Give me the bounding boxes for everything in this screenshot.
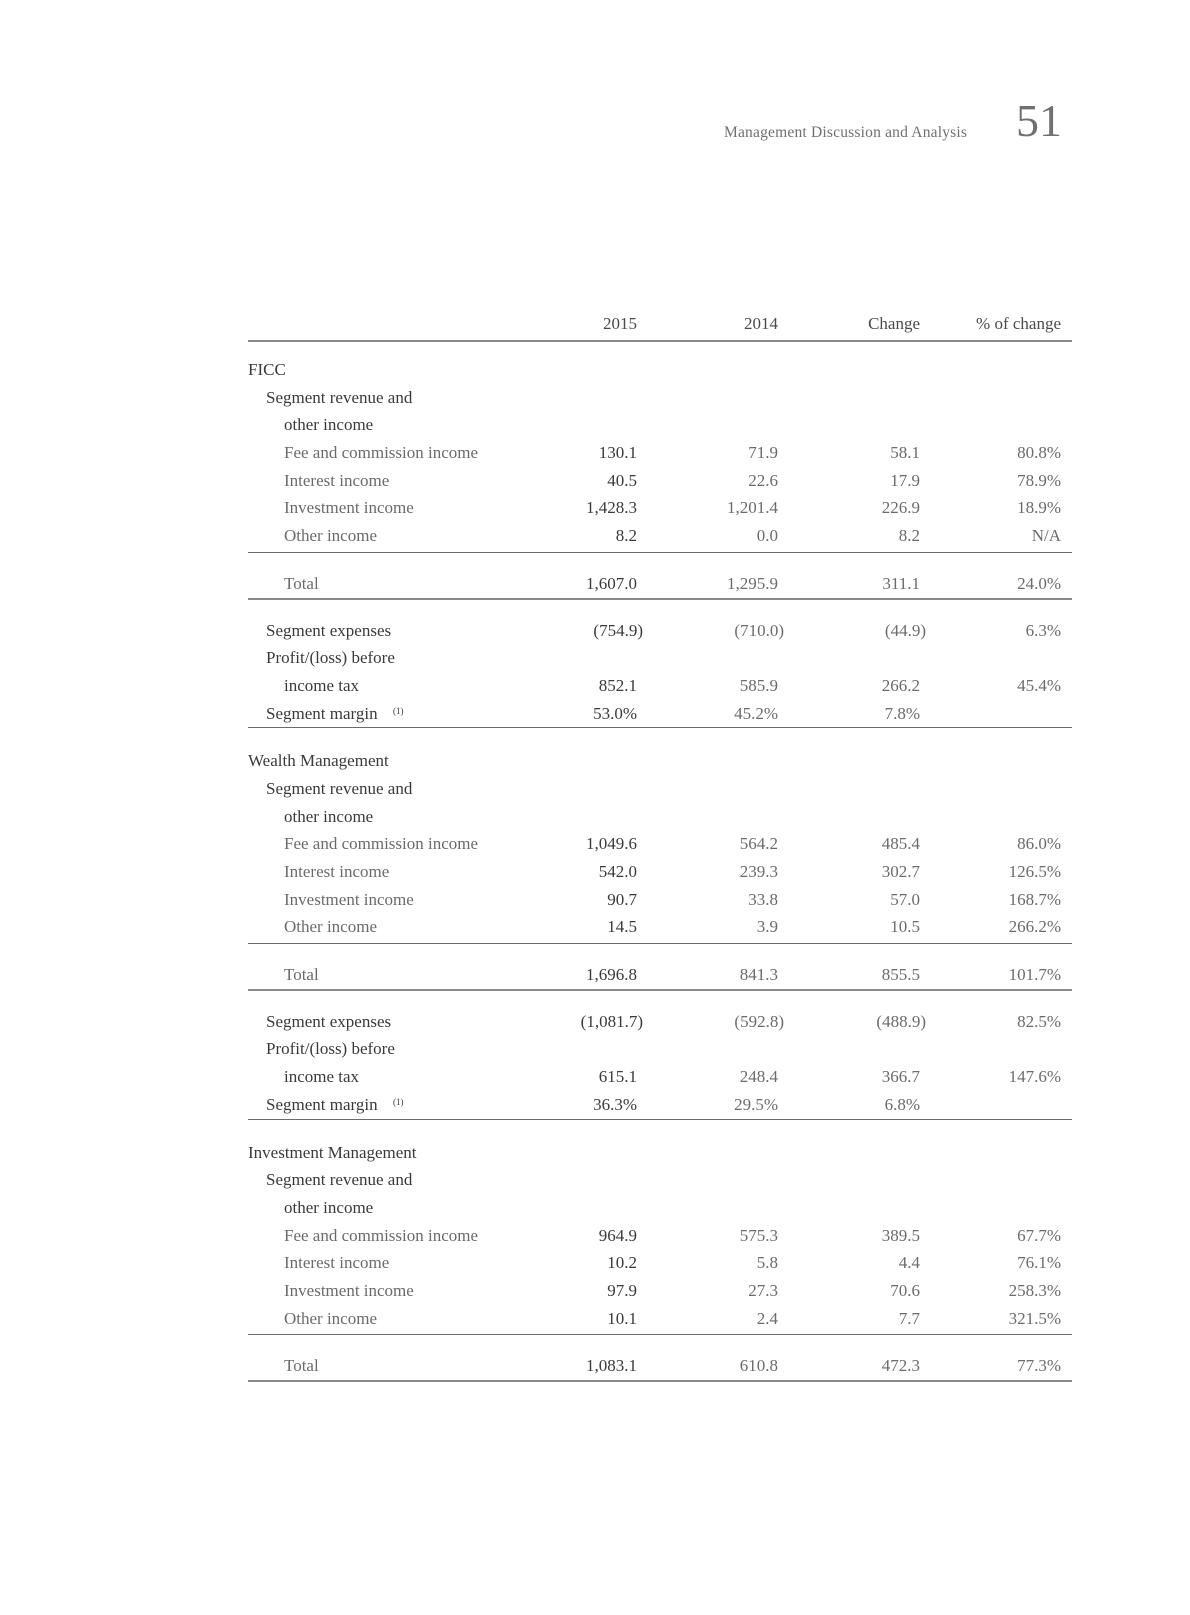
cell-value: 610.8 xyxy=(739,1356,778,1376)
column-header: % of change xyxy=(976,314,1061,333)
cell-value: 22.6 xyxy=(748,470,778,490)
cell-value: 841.3 xyxy=(739,965,778,985)
cell-value: (754.9) xyxy=(593,620,643,640)
row-label: Total xyxy=(284,965,319,985)
row-label: Fee and commission income xyxy=(284,443,479,463)
cell-value: 14.5 xyxy=(607,917,637,937)
row-label: Segment expenses xyxy=(266,1011,392,1031)
cell-value: 24.0% xyxy=(1017,573,1061,593)
row-label: Investment income xyxy=(284,498,414,518)
cell-value: 168.7% xyxy=(1008,889,1061,909)
running-header-title: Management Discussion and Analysis xyxy=(724,124,968,141)
cell-value: 126.5% xyxy=(1008,862,1061,881)
cell-value: 1,049.6 xyxy=(586,834,637,854)
segment-results-table xyxy=(248,308,1072,1399)
cell-value: 33.8 xyxy=(748,889,778,909)
profit-row xyxy=(248,1063,1072,1091)
row-label: Fee and commission income xyxy=(284,1225,479,1245)
cell-value: N/A xyxy=(1031,526,1061,546)
cell-value: 575.3 xyxy=(739,1225,778,1245)
cell-value: 564.2 xyxy=(739,834,778,854)
cell-value: 53.0% xyxy=(593,703,637,723)
row-label: Investment income xyxy=(284,1280,414,1300)
cell-value: 45.2% xyxy=(734,703,778,723)
cell-value: 8.2 xyxy=(615,526,637,546)
row-label: Interest income xyxy=(284,1253,390,1273)
cell-value: 2.4 xyxy=(756,1308,778,1328)
row-label: Investment income xyxy=(284,889,414,909)
cell-value: (592.8) xyxy=(734,1011,784,1031)
cell-value: 311.1 xyxy=(882,573,920,593)
spacer xyxy=(248,1334,1072,1352)
row-label: Investment Management xyxy=(248,1142,417,1162)
row-label: Profit/(loss) before xyxy=(266,1039,395,1059)
cell-value: 76.1% xyxy=(1017,1253,1061,1273)
cell-value: 248.4 xyxy=(739,1067,778,1087)
table-row xyxy=(248,467,1072,495)
cell-value: 10.5 xyxy=(890,917,920,937)
row-label: Profit/(loss) before xyxy=(266,648,395,668)
cell-value: 40.5 xyxy=(607,470,637,490)
cell-value: 10.1 xyxy=(607,1308,637,1328)
page-number: 51 xyxy=(1016,95,1062,146)
section-title xyxy=(248,356,1072,384)
table-row xyxy=(248,830,1072,858)
cell-value: 852.1 xyxy=(598,675,637,695)
cell-value: 58.1 xyxy=(890,443,920,463)
spacer xyxy=(248,340,1072,356)
footnote-marker: (1) xyxy=(393,1096,404,1107)
spacer xyxy=(248,598,1072,617)
row-label: income tax xyxy=(284,1067,360,1087)
row-label-line xyxy=(248,644,1072,672)
row-label: Fee and commission income xyxy=(284,834,479,854)
row-label: other income xyxy=(284,1197,374,1217)
cell-value: 45.4% xyxy=(1017,675,1061,695)
cell-value: 1,295.9 xyxy=(727,573,778,593)
row-label: Segment margin xyxy=(266,703,378,723)
row-label-line xyxy=(248,775,1072,803)
cell-value: 585.9 xyxy=(739,675,778,695)
row-label-line xyxy=(248,1166,1072,1194)
column-header: 2014 xyxy=(744,314,778,333)
row-label: other income xyxy=(284,415,374,435)
cell-value: 90.7 xyxy=(607,889,637,909)
cell-value: 266.2 xyxy=(881,675,920,695)
cell-value: 366.7 xyxy=(881,1067,920,1087)
section-title xyxy=(248,747,1072,775)
cell-value: 57.0 xyxy=(890,889,920,909)
row-label: Segment expenses xyxy=(266,620,392,640)
footnote-marker: (1) xyxy=(393,705,404,716)
cell-value: 615.1 xyxy=(598,1067,637,1087)
cell-value: 17.9 xyxy=(890,470,920,490)
total-row xyxy=(248,961,1072,989)
row-label-line xyxy=(248,803,1072,831)
row-label: Segment revenue and xyxy=(266,778,413,798)
section-title xyxy=(248,1139,1072,1167)
cell-value: 147.6% xyxy=(1008,1067,1061,1087)
row-label: Segment revenue and xyxy=(266,1170,413,1190)
cell-value: 1,083.1 xyxy=(586,1356,637,1376)
cell-value: 4.4 xyxy=(898,1253,920,1273)
row-label: Other income xyxy=(284,917,377,937)
cell-value: 71.9 xyxy=(748,443,778,463)
cell-value: 1,607.0 xyxy=(586,573,637,593)
cell-value: 70.6 xyxy=(890,1280,920,1300)
row-label-line xyxy=(248,1194,1072,1222)
cell-value: 8.2 xyxy=(898,526,920,546)
expenses-row xyxy=(248,617,1072,645)
table-row xyxy=(248,1277,1072,1305)
margin-row xyxy=(248,1091,1072,1119)
row-label: Segment margin xyxy=(266,1094,378,1114)
cell-value: 97.9 xyxy=(607,1280,637,1300)
cell-value: 258.3% xyxy=(1008,1280,1061,1300)
cell-value: 321.5% xyxy=(1008,1308,1061,1328)
row-label: Other income xyxy=(284,1308,377,1328)
margin-row xyxy=(248,700,1072,728)
cell-value: 0.0 xyxy=(756,526,778,546)
cell-value: 27.3 xyxy=(748,1280,778,1300)
cell-value: 1,428.3 xyxy=(586,498,637,518)
column-header: Change xyxy=(868,314,920,333)
cell-value: 130.1 xyxy=(598,443,637,463)
row-label: other income xyxy=(284,806,374,826)
cell-value: 1,696.8 xyxy=(586,965,637,985)
total-row xyxy=(248,1352,1072,1380)
row-label: Total xyxy=(284,573,319,593)
cell-value: 964.9 xyxy=(598,1225,637,1245)
cell-value: (710.0) xyxy=(734,620,784,640)
cell-value: 3.9 xyxy=(756,917,778,937)
cell-value: (488.9) xyxy=(876,1011,926,1031)
profit-row xyxy=(248,672,1072,700)
cell-value: 542.0 xyxy=(598,862,637,881)
cell-value: 302.7 xyxy=(881,862,920,881)
expenses-row xyxy=(248,1008,1072,1036)
table-row xyxy=(248,494,1072,522)
cell-value: 78.9% xyxy=(1017,470,1061,490)
cell-value: 29.5% xyxy=(734,1094,778,1114)
cell-value: 5.8 xyxy=(756,1253,778,1273)
table-row xyxy=(248,1249,1072,1277)
column-header: 2015 xyxy=(603,314,637,333)
cell-value: 101.7% xyxy=(1008,965,1061,985)
row-label-line xyxy=(248,411,1072,439)
row-label: Interest income xyxy=(284,470,390,490)
total-row xyxy=(248,570,1072,598)
cell-value: 77.3% xyxy=(1017,1356,1061,1376)
cell-value: 266.2% xyxy=(1008,917,1061,937)
cell-value: 36.3% xyxy=(593,1094,637,1114)
table-row xyxy=(248,522,1072,550)
table-header-row xyxy=(248,308,1072,340)
row-label: FICC xyxy=(248,360,286,379)
row-label: Total xyxy=(284,1356,319,1376)
cell-value: 82.5% xyxy=(1017,1011,1061,1031)
cell-value: 6.8% xyxy=(884,1094,920,1114)
spacer xyxy=(248,1380,1072,1399)
table-row xyxy=(248,439,1072,467)
cell-value: 226.9 xyxy=(881,498,920,518)
spacer xyxy=(248,1121,1072,1139)
cell-value: 1,201.4 xyxy=(727,498,778,518)
row-label: Interest income xyxy=(284,862,390,881)
spacer xyxy=(248,989,1072,1008)
cell-value: (44.9) xyxy=(884,620,926,640)
cell-value: 18.9% xyxy=(1017,498,1061,518)
row-label-line xyxy=(248,384,1072,412)
table-row xyxy=(248,858,1072,886)
table-row xyxy=(248,913,1072,941)
row-label: Segment revenue and xyxy=(266,387,413,407)
cell-value: 472.3 xyxy=(881,1356,920,1376)
spacer xyxy=(248,552,1072,570)
cell-value: 80.8% xyxy=(1017,443,1061,463)
cell-value: 7.7 xyxy=(898,1308,920,1328)
cell-value: (1,081.7) xyxy=(580,1011,643,1031)
table-row xyxy=(248,1305,1072,1333)
cell-value: 7.8% xyxy=(884,703,920,723)
row-label-line xyxy=(248,1035,1072,1063)
cell-value: 86.0% xyxy=(1017,834,1061,854)
spacer xyxy=(248,943,1072,961)
row-label: Other income xyxy=(284,526,377,546)
table-row xyxy=(248,886,1072,914)
cell-value: 6.3% xyxy=(1025,620,1061,640)
row-label: Wealth Management xyxy=(248,751,389,771)
spacer xyxy=(248,729,1072,747)
cell-value: 239.3 xyxy=(739,862,778,881)
cell-value: 485.4 xyxy=(881,834,920,854)
cell-value: 67.7% xyxy=(1017,1225,1061,1245)
cell-value: 10.2 xyxy=(607,1253,637,1273)
cell-value: 855.5 xyxy=(881,965,920,985)
row-label: income tax xyxy=(284,675,360,695)
table-row xyxy=(248,1222,1072,1250)
cell-value: 389.5 xyxy=(881,1225,920,1245)
